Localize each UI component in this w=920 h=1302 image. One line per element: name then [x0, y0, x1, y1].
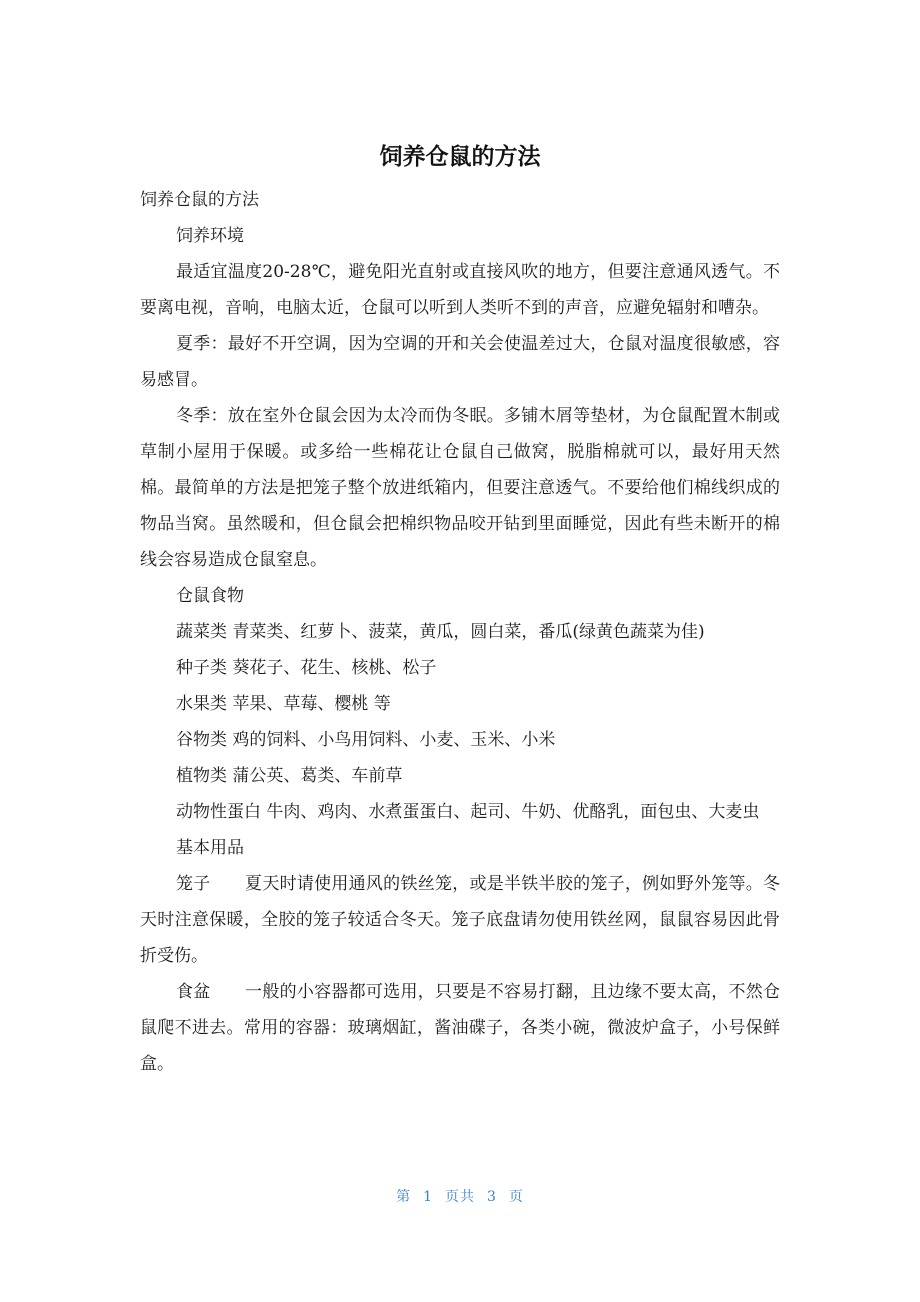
footer-middle: 页共: [445, 1189, 475, 1205]
food-item-vegetables: 蔬菜类 青菜类、红萝卜、菠菜，黄瓜，圆白菜，番瓜(绿黄色蔬菜为佳): [176, 622, 705, 642]
section-heading-supplies: 基本用品: [176, 838, 244, 858]
food-item-animal-protein: 动物性蛋白 牛肉、鸡肉、水煮蛋蛋白、起司、牛奶、优酪乳，面包虫、大麦虫: [176, 802, 760, 822]
food-item-seeds: 种子类 葵花子、花生、核桃、松子: [176, 658, 437, 678]
footer-suffix: 页: [508, 1189, 524, 1205]
document-body: [140, 182, 780, 1082]
page-footer: [0, 1185, 920, 1209]
food-item-fruits: 水果类 苹果、草莓、樱桃 等: [176, 694, 391, 714]
section-heading-food: 仓鼠食物: [176, 586, 244, 606]
paragraph-food-bowl: 食盆 一般的小容器都可选用，只要是不容易打翻，且边缘不要太高，不然仓鼠爬不进去。常用的容器：玻璃烟缸，酱油碟子，各类小碗，微波炉盒子，小号保鲜盒。: [140, 982, 780, 1074]
footer-total-pages: 3: [487, 1189, 497, 1205]
paragraph-winter: 冬季：放在室外仓鼠会因为太冷而伪冬眠。多铺木屑等垫材，为仓鼠配置木制或草制小屋用于保暖。或多给一些棉花让仓鼠自己做窝，脱脂棉就可以，最好用天然棉。最简单的方法是把笼子整个放进纸箱内，但要注意透气。不要给他们棉线织成的物品当窝。虽然暖和，但仓鼠会把棉织物品咬开钻到里面睡觉，因此有些未断开的棉线会容易造成仓鼠窒息。: [140, 406, 780, 570]
food-item-plants: 植物类 蒲公英、葛类、车前草: [176, 766, 403, 786]
paragraph-temperature: 最适宜温度20-28℃，避免阳光直射或直接风吹的地方，但要注意通风透气。不要离电视，音响，电脑太近，仓鼠可以听到人类听不到的声音，应避免辐射和嘈杂。: [140, 262, 780, 318]
paragraph-cage: 笼子 夏天时请使用通风的铁丝笼，或是半铁半胶的笼子，例如野外笼等。冬天时注意保暖，全胶的笼子较适合冬天。笼子底盘请勿使用铁丝网，鼠鼠容易因此骨折受伤。: [140, 874, 780, 966]
section-heading-environment: 饲养环境: [176, 226, 244, 246]
footer-current-page: 1: [423, 1189, 433, 1205]
document-subtitle: 饲养仓鼠的方法: [140, 190, 259, 210]
paragraph-summer: 夏季：最好不开空调，因为空调的开和关会使温差过大，仓鼠对温度很敏感，容易感冒。: [140, 334, 780, 390]
document-title: 饲养仓鼠的方法: [379, 144, 541, 170]
footer-prefix: 第: [396, 1189, 412, 1205]
food-item-grains: 谷物类 鸡的饲料、小鸟用饲料、小麦、玉米、小米: [176, 730, 556, 750]
